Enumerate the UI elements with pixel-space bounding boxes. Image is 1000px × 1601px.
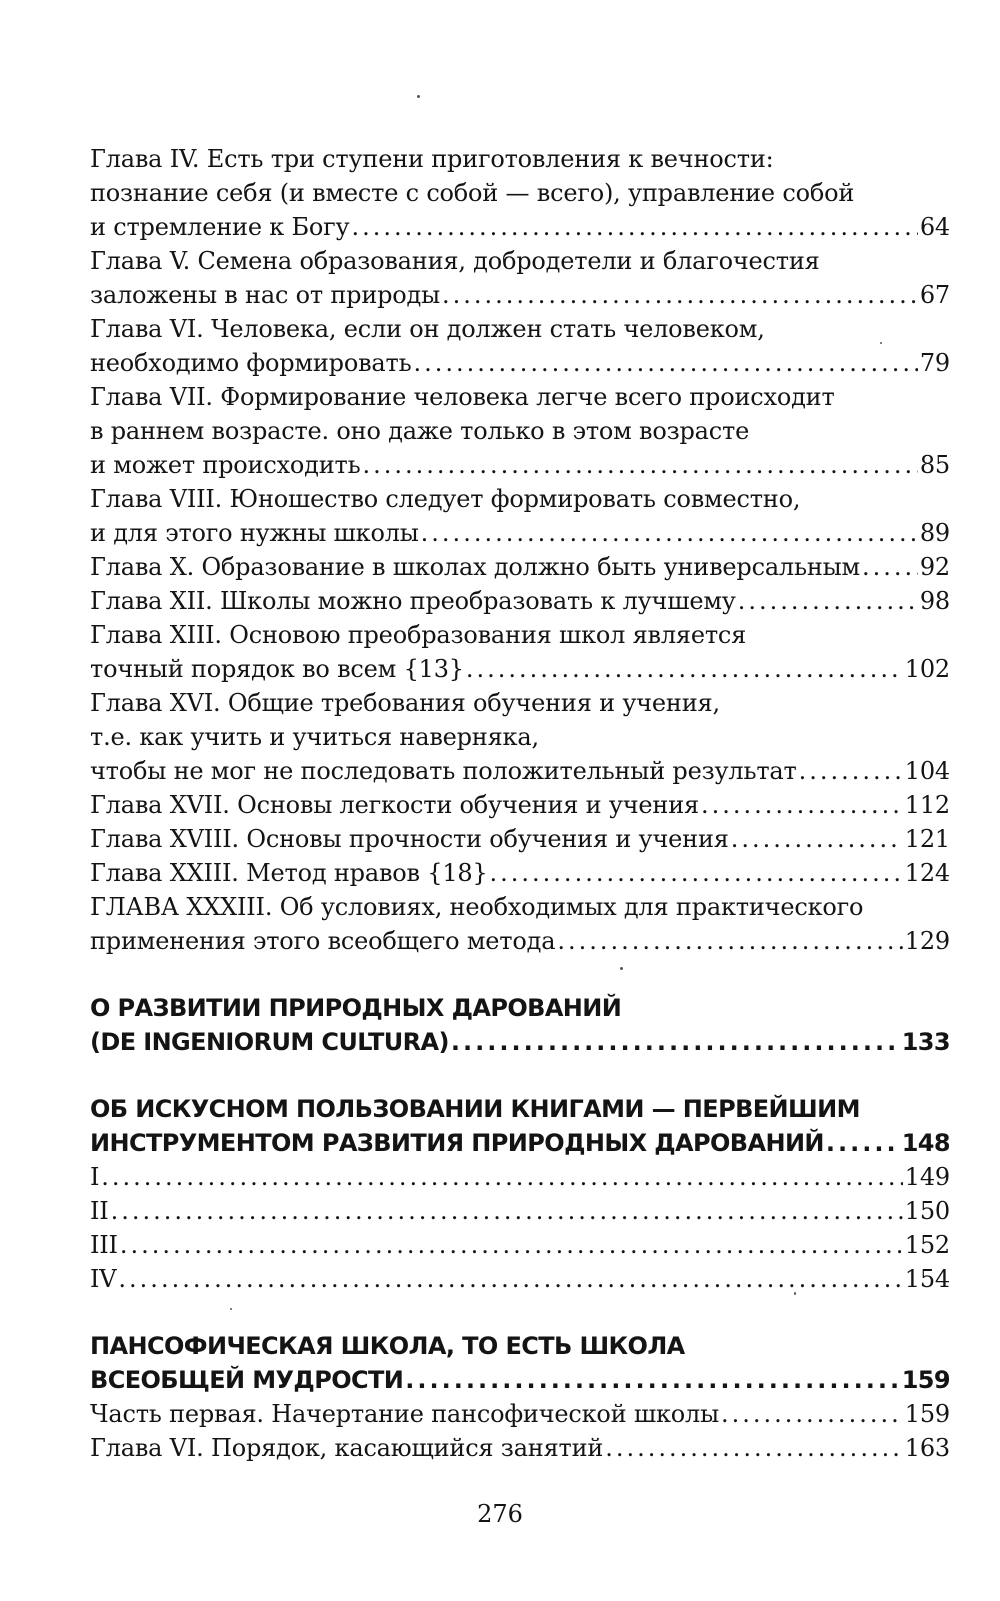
- leader-dots: [421, 516, 918, 550]
- page-number: 85: [919, 451, 950, 479]
- leader-dots: [413, 346, 917, 380]
- page-number: 129: [904, 927, 950, 955]
- pansophic-entries: [90, 1397, 950, 1465]
- section-subtitle: ВСЕОБЩЕЙ МУДРОСТИ: [90, 1366, 404, 1394]
- leader-dots: [120, 1228, 903, 1262]
- section-title-line: [90, 1025, 950, 1059]
- section-title: О РАЗВИТИИ ПРИРОДНЫХ ДАРОВАНИЙ: [90, 994, 622, 1022]
- toc-line: [90, 1228, 950, 1262]
- entry-text: Глава XXIII. Метод нравов {18}: [90, 859, 488, 887]
- toc-line: [90, 720, 950, 754]
- toc-entry: [90, 550, 950, 584]
- entry-text: IV: [90, 1265, 117, 1293]
- toc-line: [90, 210, 950, 244]
- section-title-line: [90, 1363, 950, 1397]
- leader-dots: [799, 754, 903, 788]
- entry-text: Глава VIII. Юношество следует формировать совместно,: [90, 485, 801, 513]
- toc-line: [90, 584, 950, 618]
- toc-line: [90, 652, 950, 686]
- leader-dots: [862, 550, 918, 584]
- page-number: 159: [901, 1366, 950, 1394]
- entry-text: познание себя (и вместе с собой — всего), управление собой: [90, 179, 855, 207]
- leader-dots: [731, 822, 903, 856]
- section-books: [90, 1092, 950, 1160]
- section-pansophic: [90, 1329, 950, 1397]
- toc-entry: [90, 788, 950, 822]
- entry-text: и для этого нужны школы: [90, 519, 419, 547]
- leader-dots: [101, 1160, 903, 1194]
- page-number-footer: 276: [477, 1500, 523, 1528]
- entry-text: II: [90, 1197, 109, 1225]
- leader-dots: [490, 856, 903, 890]
- books-parts: [90, 1160, 950, 1296]
- print-speck: [230, 1308, 232, 1310]
- toc-line: [90, 482, 950, 516]
- print-speck: [620, 967, 623, 970]
- toc-entry: [90, 890, 950, 958]
- print-speck: [794, 1292, 796, 1295]
- toc-entry: [90, 584, 950, 618]
- page-number: 104: [904, 757, 950, 785]
- toc-line: [90, 1262, 950, 1296]
- toc-line: [90, 1194, 950, 1228]
- entry-text: I: [90, 1163, 100, 1191]
- page-number: 152: [904, 1231, 950, 1259]
- page-number: 102: [904, 655, 950, 683]
- entry-text: применения этого всеобщего метода: [90, 927, 556, 955]
- page-number: 79: [919, 349, 950, 377]
- toc-line: [90, 142, 950, 176]
- section-title-line: [90, 1126, 950, 1160]
- entry-text: Глава XVIII. Основы прочности обучения и учения: [90, 825, 729, 853]
- entry-text: Часть первая. Начертание пансофической школы: [90, 1400, 720, 1428]
- page-number: 149: [904, 1163, 950, 1191]
- leader-dots: [351, 210, 917, 244]
- entry-text: Глава XVII. Основы легкости обучения и учения: [90, 791, 699, 819]
- entry-text: точный порядок во всем {13}: [90, 655, 464, 683]
- entry-text: чтобы не мог не последовать положительный результат: [90, 757, 797, 785]
- toc-entry: [90, 380, 950, 482]
- entry-text: заложены в нас от природы: [90, 281, 441, 309]
- entry-text: и может происходить: [90, 451, 361, 479]
- leader-dots: [826, 1126, 900, 1160]
- entry-text: Глава VII. Формирование человека легче всего происходит: [90, 383, 835, 411]
- entry-text: Глава XII. Школы можно преобразовать к лучшему: [90, 587, 736, 615]
- table-of-contents: [90, 142, 950, 1465]
- page-number: 150: [904, 1197, 950, 1225]
- page-number: 64: [919, 213, 950, 241]
- toc-line: [90, 346, 950, 380]
- leader-dots: [721, 1397, 903, 1431]
- leader-dots: [362, 448, 917, 482]
- page-number: 159: [904, 1400, 950, 1428]
- entry-text: необходимо формировать: [90, 349, 412, 377]
- leader-dots: [451, 1025, 900, 1059]
- page-number: 67: [919, 281, 950, 309]
- page-number: 163: [904, 1434, 950, 1462]
- toc-line: [90, 924, 950, 958]
- leader-dots: [557, 924, 902, 958]
- page-number: 124: [904, 859, 950, 887]
- leader-dots: [118, 1262, 902, 1296]
- entry-text: Глава VI. Порядок, касающийся занятий: [90, 1434, 604, 1462]
- toc-line: [90, 1397, 950, 1431]
- toc-line: [90, 1431, 950, 1465]
- entry-text: Глава IV. Есть три ступени приготовления к вечности:: [90, 145, 774, 173]
- page-number: 92: [919, 553, 950, 581]
- section-title: ПАНСОФИЧЕСКАЯ ШКОЛА, ТО ЕСТЬ ШКОЛА: [90, 1332, 685, 1360]
- toc-line: [90, 856, 950, 890]
- entry-text: Глава XVI. Общие требования обучения и учения,: [90, 689, 720, 717]
- entry-text: Глава XIII. Основою преобразования школ является: [90, 621, 747, 649]
- print-speck: [880, 342, 882, 344]
- toc-line: [90, 380, 950, 414]
- toc-line: [90, 516, 950, 550]
- leader-dots: [405, 1363, 899, 1397]
- page-number: 154: [904, 1265, 950, 1293]
- toc-line: [90, 550, 950, 584]
- entry-text: т.е. как учить и учиться наверняка,: [90, 723, 539, 751]
- toc-line: [90, 414, 950, 448]
- entry-text: Глава X. Образование в школах должно быть универсальным: [90, 553, 861, 581]
- print-speck: [417, 95, 420, 98]
- section-ingenia: [90, 991, 950, 1059]
- entry-text: Глава VI. Человека, если он должен стать человеком,: [90, 315, 765, 343]
- toc-line: [90, 244, 950, 278]
- toc-entry: [90, 822, 950, 856]
- leader-dots: [442, 278, 918, 312]
- toc-entry: [90, 312, 950, 380]
- page-number: 133: [901, 1028, 950, 1056]
- section-title-line: [90, 991, 950, 1025]
- toc-entry: [90, 618, 950, 686]
- leader-dots: [466, 652, 903, 686]
- entry-text: и стремление к Богу: [90, 213, 350, 241]
- toc-line: [90, 1160, 950, 1194]
- section-subtitle: (DE INGENIORUM CULTURA): [90, 1028, 449, 1056]
- toc-line: [90, 890, 950, 924]
- toc-entry: [90, 482, 950, 550]
- toc-line: [90, 822, 950, 856]
- page-number: 121: [904, 825, 950, 853]
- page-number: 89: [919, 519, 950, 547]
- toc-line: [90, 278, 950, 312]
- section-title-line: [90, 1092, 950, 1126]
- leader-dots: [738, 584, 918, 618]
- leader-dots: [701, 788, 903, 822]
- chapter-entries: [90, 142, 950, 958]
- toc-line: [90, 754, 950, 788]
- entry-text: ГЛАВА XXXIII. Об условиях, необходимых для практического: [90, 893, 864, 921]
- entry-text: в раннем возрасте. оно даже только в этом возрасте: [90, 417, 750, 445]
- section-subtitle: ИНСТРУМЕНТОМ РАЗВИТИЯ ПРИРОДНЫХ ДАРОВАНИЙ: [90, 1129, 824, 1157]
- section-title-line: [90, 1329, 950, 1363]
- section-title: ОБ ИСКУСНОМ ПОЛЬЗОВАНИИ КНИГАМИ — ПЕРВЕЙШИМ: [90, 1095, 860, 1123]
- toc-entry: [90, 856, 950, 890]
- toc-line: [90, 176, 950, 210]
- page-number: 148: [901, 1129, 950, 1157]
- toc-line: [90, 618, 950, 652]
- toc-line: [90, 686, 950, 720]
- leader-dots: [111, 1194, 903, 1228]
- entry-text: Глава V. Семена образования, добродетели и благочестия: [90, 247, 820, 275]
- toc-entry: [90, 142, 950, 244]
- entry-text: III: [90, 1231, 118, 1259]
- toc-line: [90, 448, 950, 482]
- toc-entry: [90, 244, 950, 312]
- toc-entry: [90, 686, 950, 788]
- toc-line: [90, 312, 950, 346]
- page-number: 98: [919, 587, 950, 615]
- toc-line: [90, 788, 950, 822]
- page-number: 112: [904, 791, 950, 819]
- leader-dots: [605, 1431, 903, 1465]
